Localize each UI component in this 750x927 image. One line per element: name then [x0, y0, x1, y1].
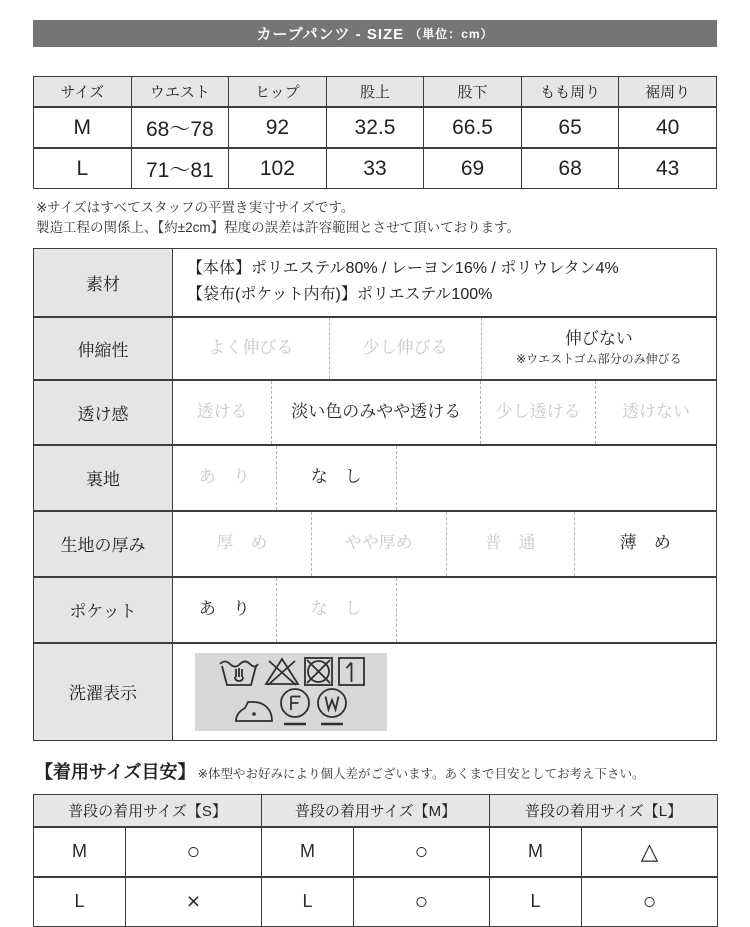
fit-row-size-m: [34, 827, 718, 877]
size-note-line1: ※サイズはすべてスタッフの平置き実寸サイズです。: [36, 200, 355, 215]
pocket-label: ポケット: [34, 578, 173, 642]
stretch-option-high: よく伸びる: [208, 337, 294, 357]
cell: 65: [521, 107, 619, 148]
pocket-empty-cell: [396, 578, 716, 642]
dry-clean-F-gentle-icon: [278, 687, 312, 727]
fit-size-cell: M: [490, 827, 582, 877]
cell: 32.5: [326, 107, 424, 148]
cell: 102: [229, 148, 327, 189]
fit-size-cell: M: [262, 827, 354, 877]
size-notes: [36, 198, 717, 239]
cell: 68〜78: [131, 107, 229, 148]
stretch-option-none-text: 伸びない: [564, 329, 633, 349]
fit-mark-cell: △: [582, 827, 718, 877]
fit-row-size-l: [34, 877, 718, 927]
fit-mark-cell: ○: [582, 877, 718, 927]
thigh-col-header: もも周り: [521, 77, 619, 108]
title-banner: [33, 20, 717, 47]
inseam-col-header: 股下: [424, 77, 522, 108]
fit-size-cell: L: [34, 877, 126, 927]
fit-mark-cell: ×: [126, 877, 262, 927]
table-row-size-l: [34, 148, 717, 189]
fit-mark-cell: ○: [354, 877, 490, 927]
cell: M: [34, 107, 132, 148]
cell: L: [34, 148, 132, 189]
material-label: 素材: [34, 249, 173, 316]
spec-table: [33, 248, 717, 741]
hip-col-header: ヒップ: [229, 77, 327, 108]
spec-row-pocket: [34, 576, 716, 642]
stretch-option-slight: 少し伸びる: [329, 318, 481, 379]
table-row-size-m: [34, 107, 717, 148]
fit-table-header-row: [34, 794, 718, 827]
sheer-option-none: 透けない: [595, 381, 716, 444]
cell: 43: [619, 148, 717, 189]
lining-label: 裏地: [34, 446, 173, 510]
fit-header-usual-m: 普段の着用サイズ【M】: [262, 794, 490, 827]
fit-header-usual-s: 普段の着用サイズ【S】: [34, 794, 262, 827]
care-symbols-bottom-row: [233, 687, 349, 727]
cell: 68: [521, 148, 619, 189]
sheer-option-light-colors-selected: 淡い色のみやや透ける: [271, 381, 480, 444]
fit-guide-heading-row: [35, 758, 717, 784]
spec-row-stretch: [34, 316, 716, 379]
sheer-option-sheer: 透ける: [196, 401, 248, 421]
laundry-symbols-panel: [195, 653, 387, 731]
product-size-chart-page: [0, 20, 750, 927]
thickness-option-thick: 厚 め: [216, 533, 268, 553]
material-line1: 【本体】ポリエステル80% / レーヨン16% / ポリウレタン4%: [187, 259, 619, 277]
size-table-header-row: [34, 77, 717, 108]
thickness-option-thin-selected: 薄 め: [574, 512, 716, 576]
fit-mark-cell: ○: [126, 827, 262, 877]
do-not-tumble-dry-icon: [303, 656, 334, 687]
fit-size-cell: M: [34, 827, 126, 877]
fit-size-cell: L: [262, 877, 354, 927]
spec-row-material: [34, 249, 716, 316]
lining-option-yes: あ り: [198, 467, 250, 487]
fit-guide-heading: 【着用サイズ目安】: [35, 761, 196, 782]
hem-col-header: 裾周り: [619, 77, 717, 108]
fit-guide-note: ※体型やお好みにより個人差がございます。あくまで目安としてお考え下さい。: [197, 766, 645, 781]
do-not-bleach-icon: [264, 656, 300, 687]
sheer-option-slight: 少し透ける: [480, 381, 595, 444]
pocket-option-yes-selected: あ り: [198, 599, 250, 619]
material-value: [173, 249, 716, 316]
thickness-option-somewhat-thick: やや厚め: [311, 512, 446, 576]
stretch-label: 伸縮性: [34, 318, 173, 379]
unit-label: （単位：cm）: [409, 27, 494, 41]
waist-col-header: ウエスト: [131, 77, 229, 108]
size-note-line2: 製造工程の関係上、【約±2cm】程度の誤差は許容範囲とさせて頂いております。: [36, 220, 521, 236]
stretch-option-none-selected: [481, 318, 716, 379]
cell: 33: [326, 148, 424, 189]
thickness-option-normal: 普 通: [446, 512, 574, 576]
spec-row-sheerness: [34, 379, 716, 444]
spec-row-care: [34, 642, 716, 740]
wet-clean-W-gentle-icon: [315, 687, 349, 727]
rise-col-header: 股上: [326, 77, 424, 108]
cell: 92: [229, 107, 327, 148]
care-symbols-top-row: [217, 656, 366, 687]
cell: 69: [424, 148, 522, 189]
page-title: カーブパンツ - SIZE: [256, 26, 405, 43]
iron-low-heat-icon: [233, 689, 275, 727]
cell: 66.5: [424, 107, 522, 148]
size-table: [33, 76, 717, 189]
sheerness-label: 透け感: [34, 381, 173, 444]
cell: 71〜81: [131, 148, 229, 189]
hand-wash-icon: [217, 656, 261, 687]
spec-row-thickness: [34, 510, 716, 576]
fit-mark-cell: ○: [354, 827, 490, 877]
spec-row-lining: [34, 444, 716, 510]
material-line2: 【袋布(ポケット内布)】ポリエステル100%: [187, 286, 493, 303]
hang-dry-icon: [337, 656, 366, 687]
pocket-option-no: な し: [276, 578, 396, 642]
fit-size-cell: L: [490, 877, 582, 927]
fit-guide-table: [33, 794, 718, 927]
thickness-label: 生地の厚み: [34, 512, 173, 576]
lining-empty-cell: [396, 446, 716, 510]
lining-option-no-selected: な し: [276, 446, 396, 510]
cell: 40: [619, 107, 717, 148]
stretch-note: ※ウエストゴム部分のみ伸びる: [516, 352, 682, 367]
fit-header-usual-l: 普段の着用サイズ【L】: [490, 794, 718, 827]
size-col-header: サイズ: [34, 77, 132, 108]
care-label: 洗濯表示: [34, 644, 173, 740]
